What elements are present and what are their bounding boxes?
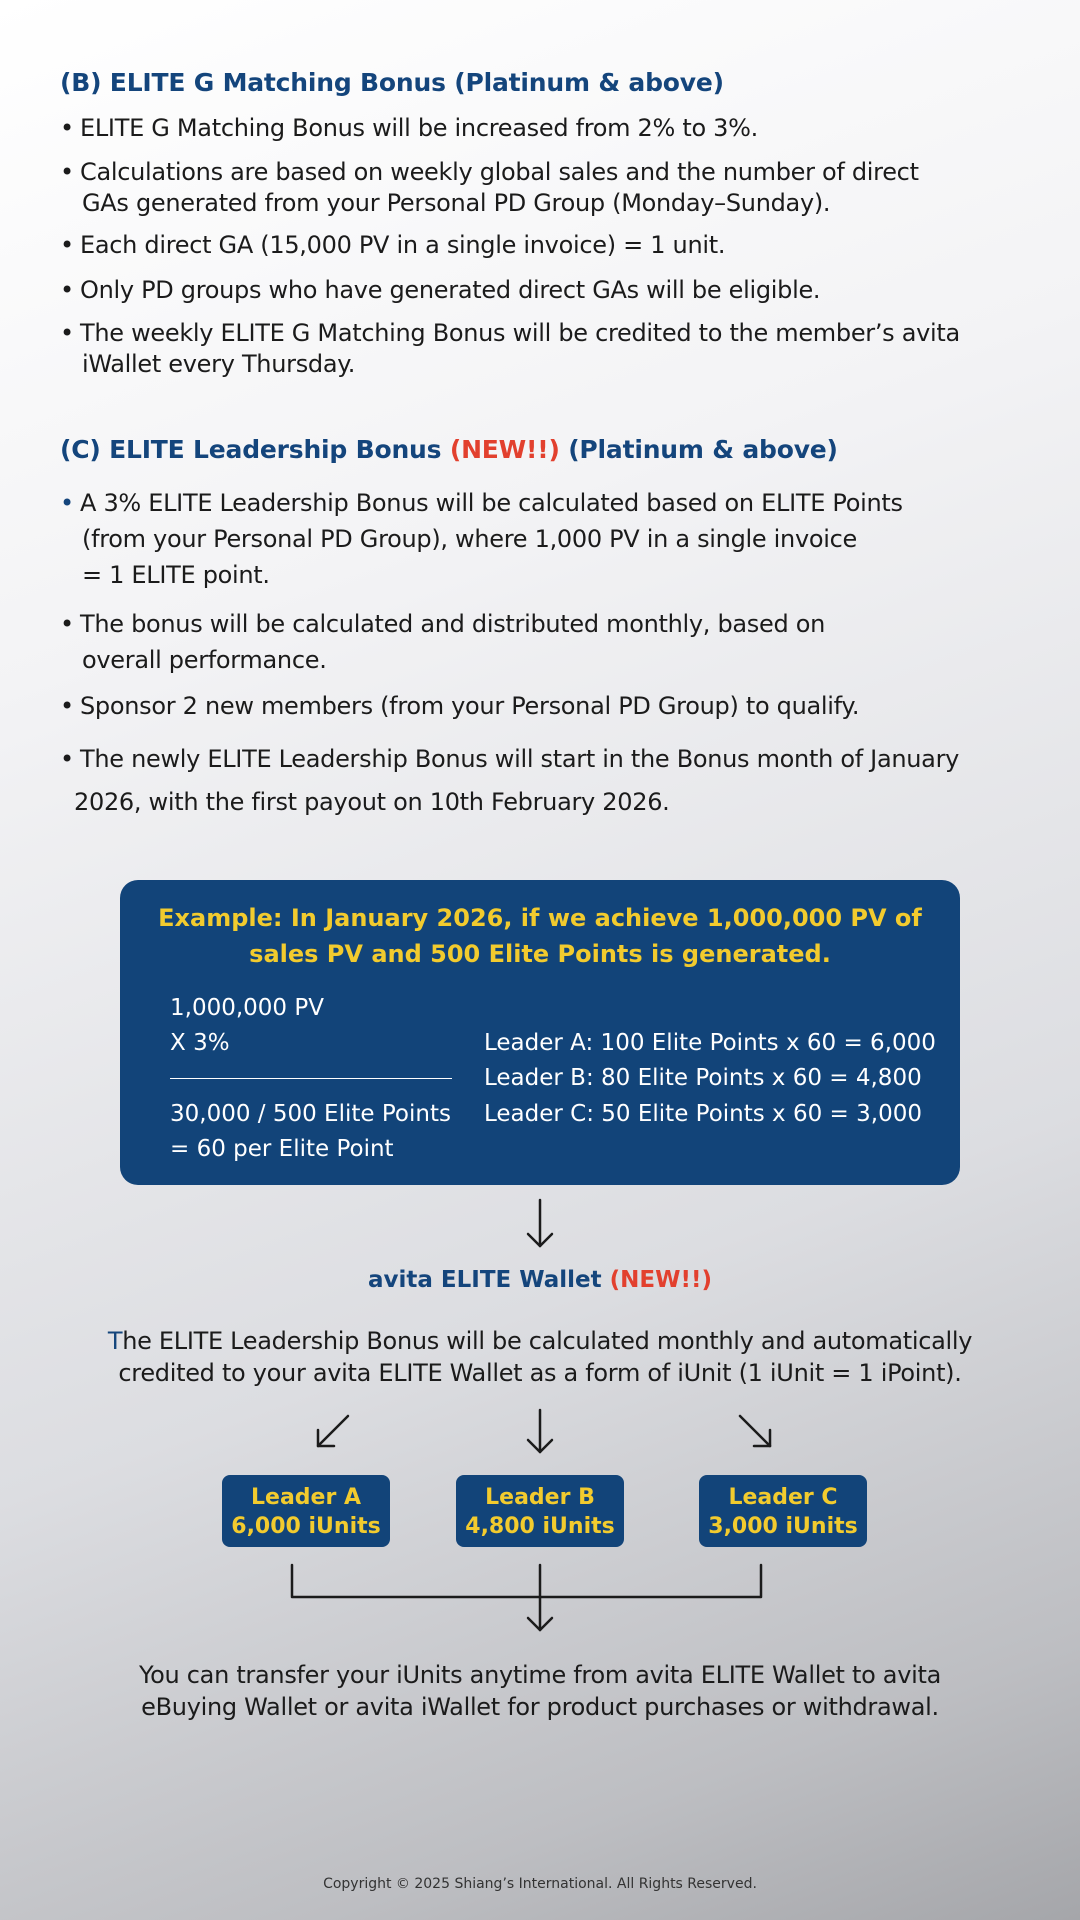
- calc-line-3: 30,000 / 500 Elite Points: [170, 1101, 451, 1127]
- example-title: Example: In January 2026, if we achieve 1,000,000 PV of sales PV and 500 Elite Points is generated.: [158, 904, 922, 968]
- calc-line-4: = 60 per Elite Point: [170, 1136, 394, 1162]
- leader-box-b: Leader B 4,800 iUnits: [456, 1475, 624, 1547]
- section-b-bullet-5: • The weekly ELITE G Matching Bonus will be credited to the member’s avita iWallet every Thursday.: [60, 319, 960, 378]
- bullet-dot: •: [60, 276, 74, 304]
- section-b-bullet-3: • Each direct GA (15,000 PV in a single invoice) = 1 unit.: [60, 231, 726, 259]
- leader-calc-c: Leader C: 50 Elite Points x 60 = 3,000: [484, 1101, 922, 1127]
- section-b-bullet-2: • Calculations are based on weekly global sales and the number of direct GAs generated from your Personal PD Group (Monday–Sunday).: [60, 158, 919, 217]
- leader-box-c: Leader C 3,000 iUnits: [699, 1475, 867, 1547]
- calc-line-1: 1,000,000 PV: [170, 995, 324, 1021]
- arrow-down-left-icon: [318, 1416, 348, 1446]
- wallet-description: The ELITE Leadership Bonus will be calculated monthly and automatically credited to your avita ELITE Wallet as a form of iUnit (1 iUnit = 1 iPoint).: [107, 1327, 973, 1387]
- bullet-dot: •: [60, 231, 74, 259]
- bullet-dot: •: [60, 114, 74, 142]
- bullet-dot: •: [60, 745, 74, 773]
- new-badge: (NEW!!): [449, 435, 560, 464]
- copyright-text: Copyright © 2025 Shiang’s International. All Rights Reserved.: [323, 1876, 757, 1892]
- bullet-dot: •: [60, 158, 74, 186]
- bullet-dot: •: [60, 692, 74, 720]
- section-c-title: (C) ELITE Leadership Bonus (NEW!!) (Platinum & above): [60, 435, 838, 464]
- transfer-text: You can transfer your iUnits anytime from avita ELITE Wallet to avita eBuying Wallet or avita iWallet for product purchases or withdrawal.: [138, 1661, 941, 1721]
- arrow-down-right-icon: [740, 1416, 770, 1446]
- merge-connector-icon: [292, 1565, 761, 1630]
- new-badge: (NEW!!): [609, 1267, 713, 1293]
- section-c-bullet-3: • Sponsor 2 new members (from your Personal PD Group) to qualify.: [60, 692, 860, 720]
- section-b-bullet-4: • Only PD groups who have generated direct GAs will be eligible.: [60, 276, 821, 304]
- arrow-down-icon: [528, 1200, 552, 1246]
- bullet-dot: •: [60, 489, 74, 517]
- section-c-bullet-4: • The newly ELITE Leadership Bonus will start in the Bonus month of January 2026, with the first payout on 10th February 2026.: [60, 738, 1020, 824]
- leader-calc-a: Leader A: 100 Elite Points x 60 = 6,000: [484, 1030, 936, 1056]
- section-c-bullet-1: • A 3% ELITE Leadership Bonus will be calculated based on ELITE Points (from your Personal PD Group), where 1,000 PV in a single invoice = 1 ELITE point.: [60, 485, 1020, 593]
- wallet-title: avita ELITE Wallet (NEW!!): [367, 1267, 713, 1293]
- section-b-title: (B) ELITE G Matching Bonus (Platinum & above): [60, 68, 724, 97]
- arrow-down-icon: [528, 1410, 552, 1452]
- bullet-dot: •: [60, 610, 74, 638]
- leader-calc-b: Leader B: 80 Elite Points x 60 = 4,800: [484, 1065, 922, 1091]
- section-b-bullet-1: • ELITE G Matching Bonus will be increased from 2% to 3%.: [60, 114, 758, 142]
- leader-box-a: Leader A 6,000 iUnits: [222, 1475, 390, 1547]
- calc-line-2: X 3%: [170, 1030, 230, 1056]
- section-c-bullet-2: • The bonus will be calculated and distributed monthly, based on overall performance.: [60, 606, 1020, 678]
- bullet-dot: •: [60, 319, 74, 347]
- calc-divider: [170, 1078, 452, 1079]
